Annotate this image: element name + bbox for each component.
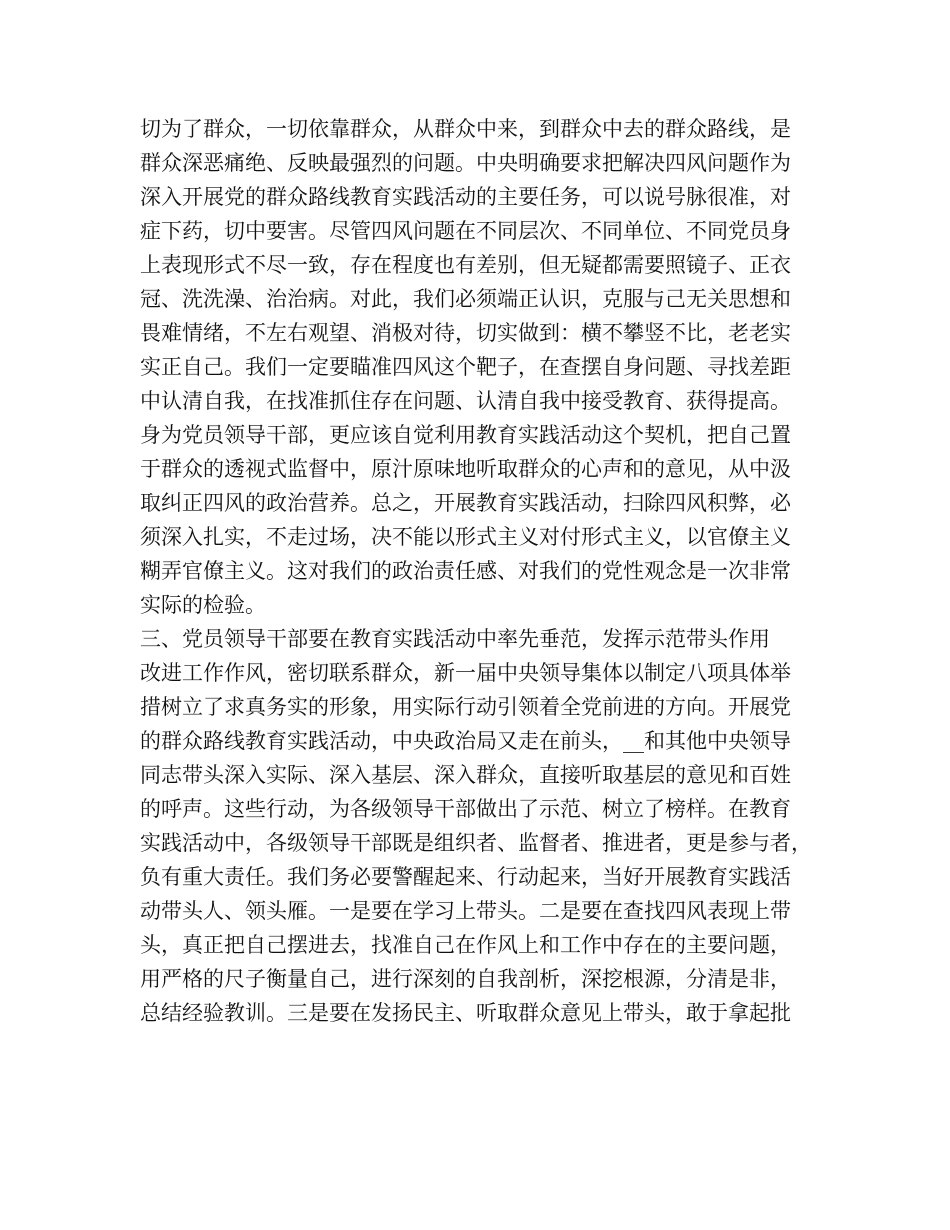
text-line: 措树立了求真务实的形象，用实际行动引领着全党前进的方向。开展党 [140,695,791,719]
text-line: 须深入扎实，不走过场，决不能以形式主义对付形式主义，以官僚主义 [140,525,791,549]
text-line: 畏难情绪，不左右观望、消极对待，切实做到：横不攀竖不比，老老实 [140,321,791,345]
text-line: 上表现形式不尽一致，存在程度也有差别，但无疑都需要照镜子、正衣 [140,253,791,277]
text-line: 身为党员领导干部，更应该自觉利用教育实践活动这个契机，把自己置 [140,423,791,447]
text-line: 负有重大责任。我们务必要警醒起来、行动起来，当好开展教育实践活 [140,865,791,889]
text-line: 头，真正把自己摆进去，找准自己在作风上和工作中存在的主要问题， [140,933,791,957]
text-line: 切为了群众，一切依靠群众，从群众中来，到群众中去的群众路线，是 [140,117,791,141]
text-line: 取纠正四风的政治营养。总之，开展教育实践活动，扫除四风积弊，必 [140,491,791,515]
text-line: 中认清自我，在找准抓住存在问题、认清自我中接受教育、获得提高。 [140,389,791,413]
text-line: 糊弄官僚主义。这对我们的政治责任感、对我们的党性观念是一次非常 [140,559,791,583]
section-heading: 三、党员领导干部要在教育实践活动中率先垂范，发挥示范带头作用 [140,627,770,651]
text-line: 实际的检验。 [140,593,266,617]
text-line: 改进工作作风，密切联系群众，新一届中央领导集体以制定八项具体举 [140,661,791,685]
text-line: 同志带头深入实际、深入基层、深入群众，直接听取基层的意见和百姓 [140,763,791,787]
text-line: 实正自己。我们一定要瞄准四风这个靶子，在查摆自身问题、寻找差距 [140,355,791,379]
text-line: 冠、洗洗澡、治治病。对此，我们必须端正认识，克服与己无关思想和 [140,287,791,311]
text-line: 动带头人、领头雁。一是要在学习上带头。二是要在查找四风表现上带 [140,899,791,923]
text-line: 实践活动中，各级领导干部既是组织者、监督者、推进者，更是参与者， [140,831,812,855]
text-line: 群众深恶痛绝、反映最强烈的问题。中央明确要求把解决四风问题作为 [140,151,791,175]
text-line: 用严格的尺子衡量自己，进行深刻的自我剖析，深挖根源，分清是非， [140,967,791,991]
text-line: 症下药，切中要害。尽管四风问题在不同层次、不同单位、不同党员身 [140,219,791,243]
text-line: 总结经验教训。三是要在发扬民主、听取群众意见上带头，敢于拿起批 [140,1001,791,1025]
text-line: 深入开展党的群众路线教育实践活动的主要任务，可以说号脉很准，对 [140,185,791,209]
text-line: 的群众路线教育实践活动，中央政治局又走在前头，__和其他中央领导 [140,729,791,753]
body-text [140,112,830,1030]
text-line: 的呼声。这些行动，为各级领导干部做出了示范、树立了榜样。在教育 [140,797,791,821]
text-line: 于群众的透视式监督中，原汁原味地听取群众的心声和的意见，从中汲 [140,457,791,481]
